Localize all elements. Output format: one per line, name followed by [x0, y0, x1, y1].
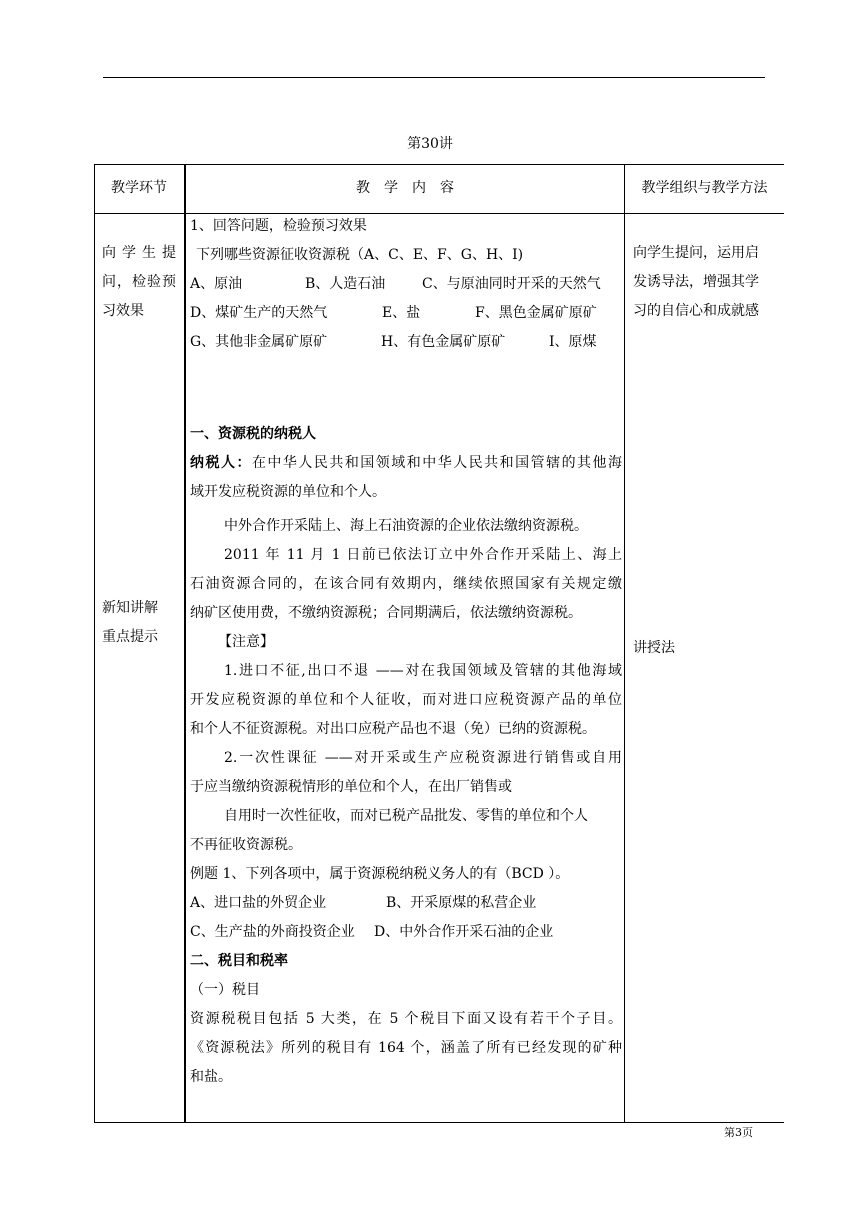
stage-cell-review: 向学生提 问，检验预 习效果 — [102, 245, 176, 319]
taxpayer-line-1: 纳税人：在中华人民共和国领域和中华人民共和国管辖的其他海 — [190, 455, 623, 471]
header-rule — [103, 77, 765, 78]
stage-cell-new-knowledge: 新知讲解 重点提示 — [102, 600, 158, 645]
footer-rule — [94, 1122, 784, 1123]
example-question: 例题 1、下列各项中，属于资源税纳税义务人的有（BCD ）。 — [190, 866, 570, 882]
method-cell-review: 向学生提问，运用启 发诱导法，增强其学 习的自信心和成就感 — [633, 245, 759, 319]
page-number: 第3页 — [724, 1126, 753, 1139]
method-cell-lecture: 讲授法 — [633, 640, 675, 656]
header-stage: 教学环节 — [111, 180, 167, 196]
tax-items-line-2: 《资源税法》所列的税目有 164 个，涵盖了所有已经发现的矿种 — [190, 1040, 622, 1056]
note-heading: 【注意】 — [218, 634, 274, 650]
note-1-line-3: 和个人不征资源税。对出口应税产品也不退（免）已纳的资源税。 — [190, 721, 596, 737]
note-1-line-1: 1.进口不征,出口不退 ——对在我国领域及管辖的其他海域 — [224, 663, 622, 679]
header-method: 教学组织与教学方法 — [641, 180, 768, 196]
note-2-line-3: 自用时一次性征收，而对已税产品批发、零售的单位和个人 — [224, 808, 588, 824]
note-1-line-2: 开发应税资源的单位和个人征收，而对进口应税资源产品的单位 — [190, 692, 622, 708]
tax-items-line-3: 和盐。 — [190, 1069, 232, 1085]
header-content: 教 学 内 容 — [356, 180, 454, 196]
col-divider-2 — [624, 164, 625, 1122]
taxpayer-line-2: 域开发应税资源的单位和个人。 — [190, 484, 386, 500]
question-title: 1、回答问题，检验预习效果 — [190, 218, 367, 234]
note-2-line-1: 2.一次性课征 ——对开采或生产应税资源进行销售或自用 — [224, 750, 622, 766]
subsection-1-title: （一）税目 — [190, 982, 260, 998]
tax-items-line-1: 资源税税目包括 5 大类，在 5 个税目下面又设有若干个子目。 — [190, 1011, 622, 1027]
section-1-title: 一、资源税的纳税人 — [190, 426, 316, 442]
para-2011-line-1: 2011 年 11 月 1 日前已依法订立中外合作开采陆上、海上 — [224, 547, 622, 563]
note-2-line-2: 于应当缴纳资源税情形的单位和个人，在出厂销售或 — [190, 779, 512, 795]
lesson-table: 教学环节 教 学 内 容 教学组织与教学方法 向学生提 问，检验预 习效果 新知讲解 重点提示 向学生提问，运用启 发诱导法，增强其学 习的自信心和成就感 讲授法 1、回答问题，检验预习效果 下列哪些资源征收资源税（A、C、E、F、G、H、I) A、原油 B、人造石油 C、与原油同时开采的天然气 D、煤矿生产的天然气 E、盐 F、黑色金属矿原矿 G、其他非金属矿原矿 H、有色金属矿原矿 I、原煤 一、资源税的纳税人 纳税人：在中华人民共和国领域和中华人民共和国管辖的其他海 域开发应税资源的单位和个人。 中外合作开采陆上、海上石油资源的企业依法缴纳资源税。 2011 年 11 月 1 日前已依法订立中外合作开采陆上、海上 石油资源合同的，在该合同有效期内，继续依照国家有关规定缴 纳矿区使用费，不缴纳资源税；合同期满后，依法缴纳资源税。 【注意】 1.进口不征,出口不退 ——对在我国领域及管辖的其他海域 开发应税资源的单位和个人征收，而对进口应税资源产品的单位 和个人不征资源税。对出口应税产品也不退（免）已纳的资源税。 2.一次性课征 ——对开采或生产应税资源进行销售或自用 于应当缴纳资源税情形的单位和个人，在出厂销售或 自用时一次性征收，而对已税产品批发、零售的单位和个人 不再征收资源税。 例题 1、下列各项中，属于资源税纳税义务人的有（BCD ）。 A、进口盐的外贸企业 B、开采原煤的私营企业 C、生产盐的外商投资企业 D、中外合作开采石油的企业 二、税目和税率 （一）税目 资源税税目包括 5 大类，在 5 个税目下面又设有若干个子目。 《资源税法》所列的税目有 164 个，涵盖了所有已经发现的矿种 和盐。 — [94, 164, 784, 1122]
section-2-title: 二、税目和税率 — [190, 953, 288, 969]
lecture-title: 第30讲 — [407, 136, 453, 152]
question-stem: 下列哪些资源征收资源税（A、C、E、F、G、H、I) — [196, 247, 524, 263]
note-2-line-4: 不再征收资源税。 — [190, 837, 302, 853]
para-2011-line-2: 石油资源合同的，在该合同有效期内，继续依照国家有关规定缴 — [190, 576, 622, 592]
para-joint-venture: 中外合作开采陆上、海上石油资源的企业依法缴纳资源税。 — [224, 518, 588, 534]
col-divider-1 — [184, 164, 186, 1122]
para-2011-line-3: 纳矿区使用费，不缴纳资源税；合同期满后，依法缴纳资源税。 — [190, 605, 582, 621]
